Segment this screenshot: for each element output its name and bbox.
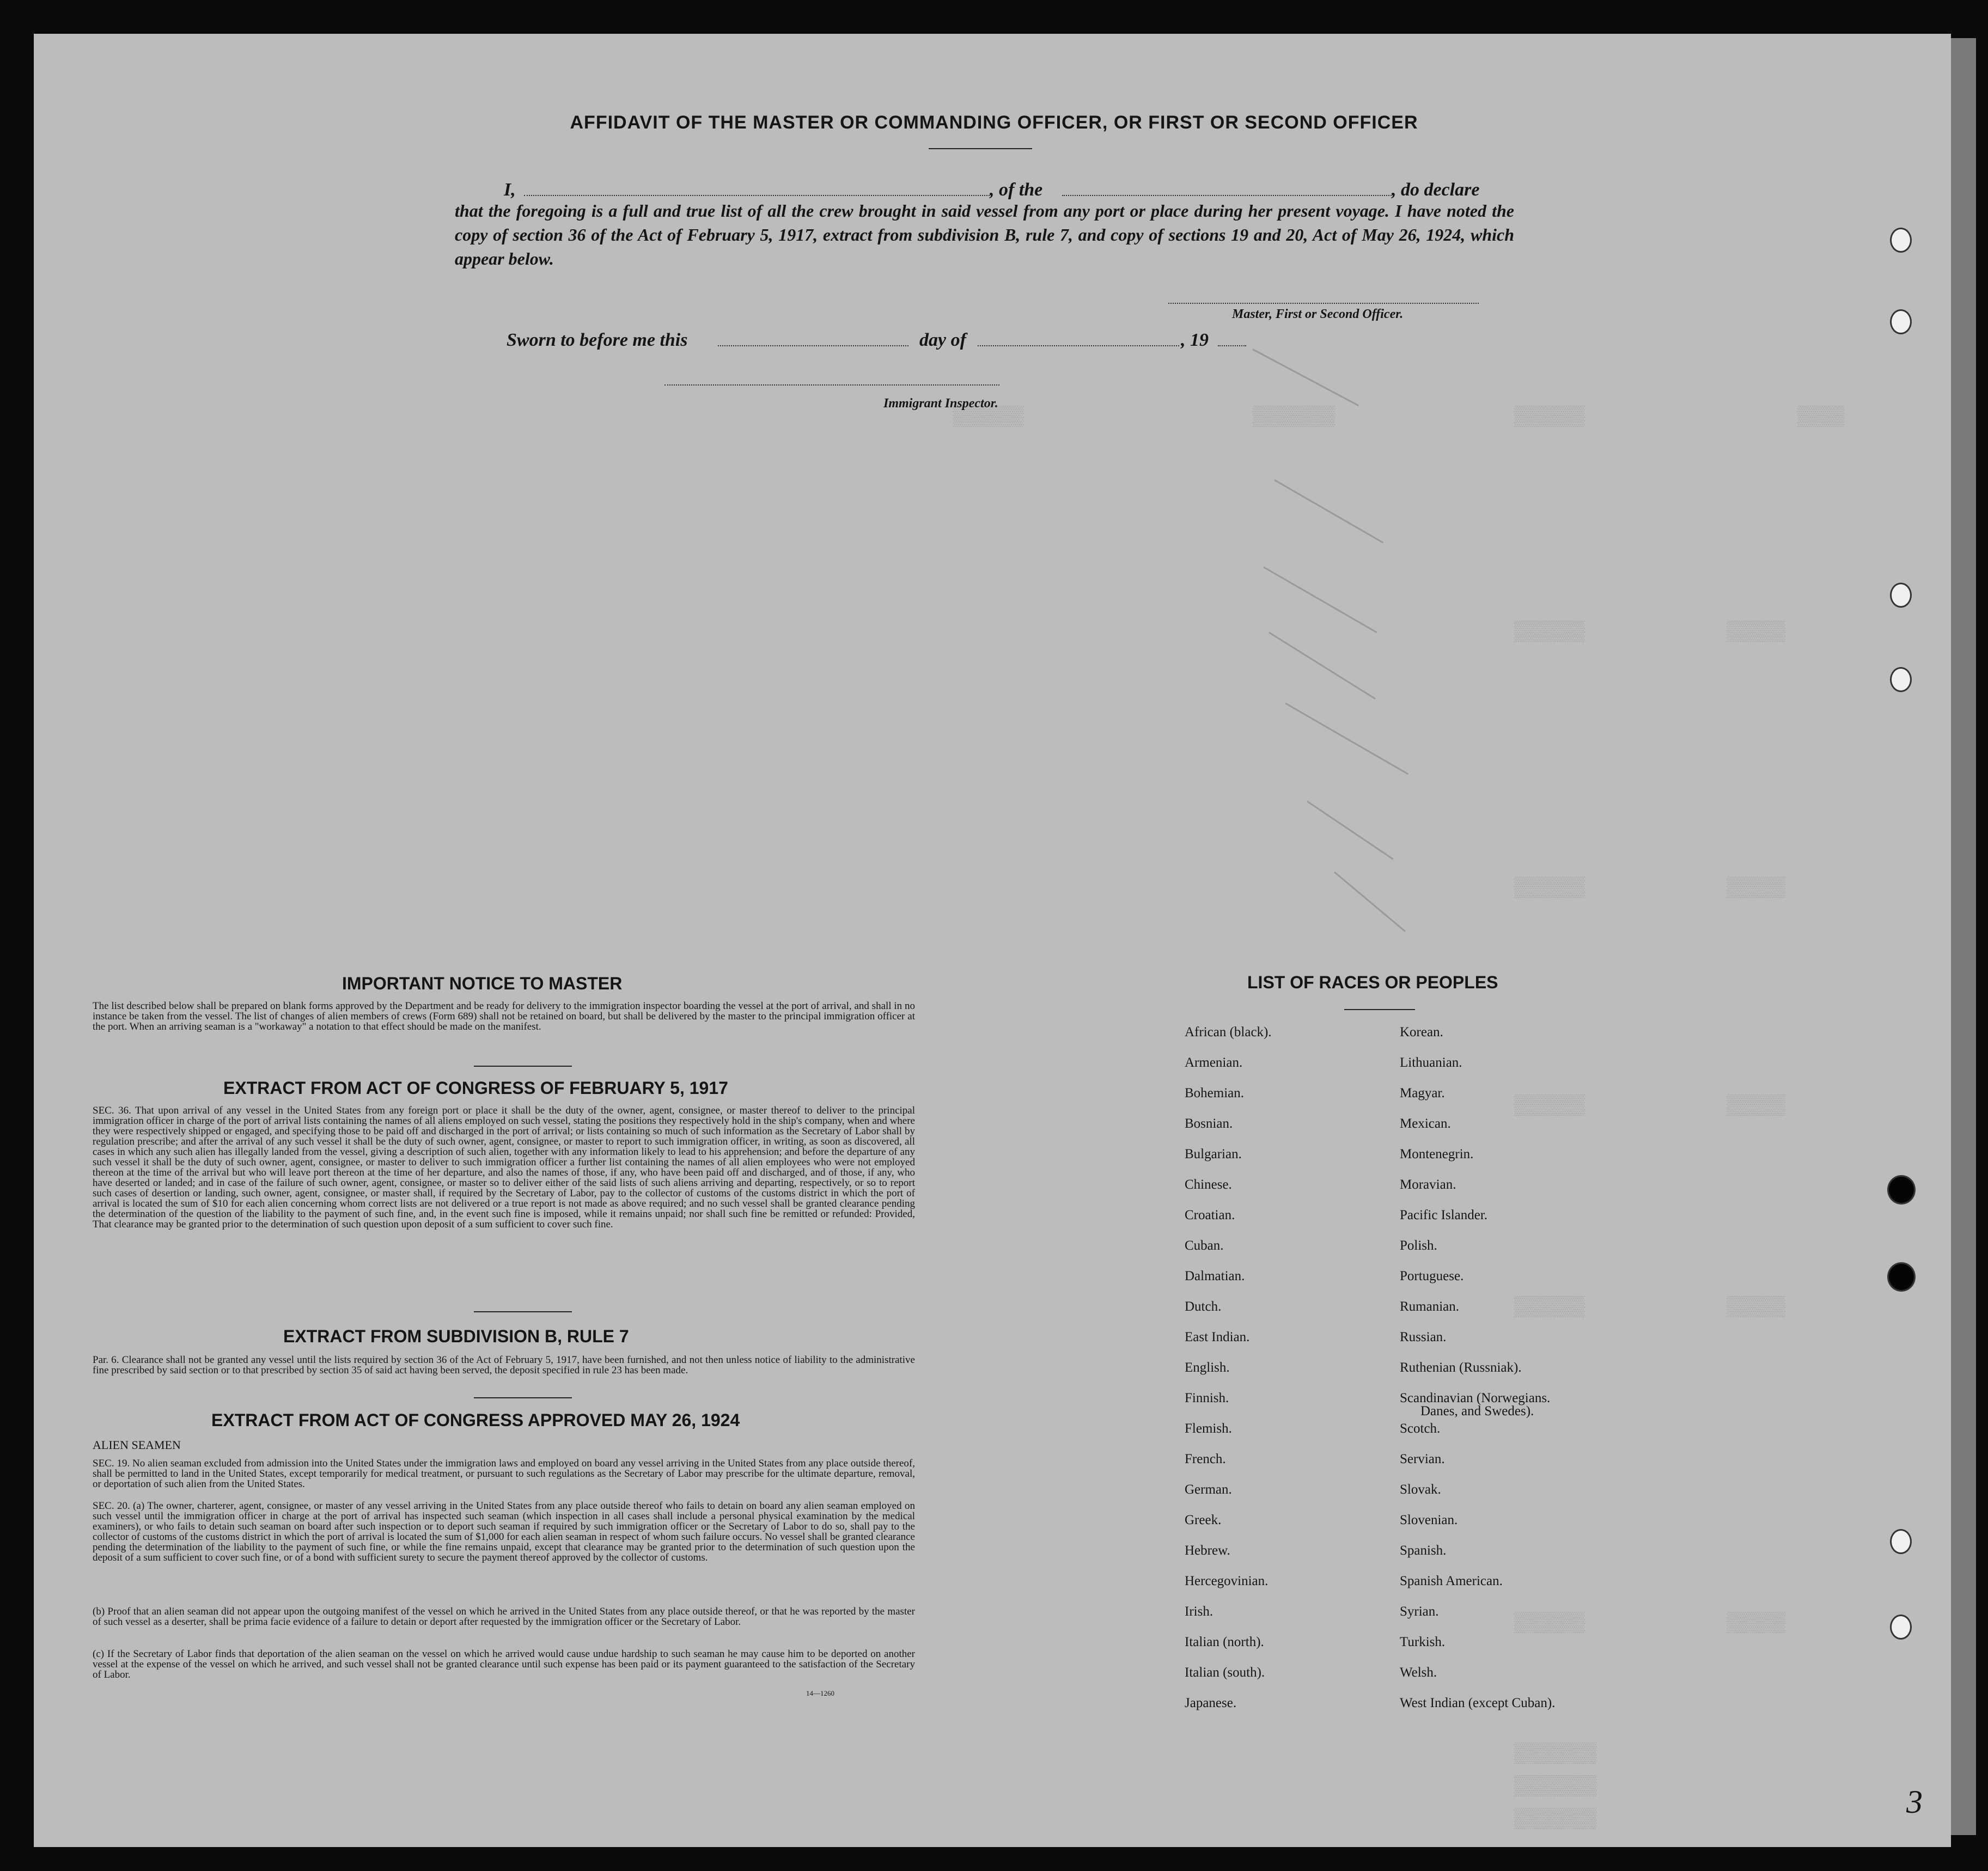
race-item: Bulgarian. (1185, 1147, 1242, 1161)
vessel-field[interactable] (1062, 195, 1392, 196)
race-item: Bosnian. (1185, 1116, 1233, 1131)
master-signature-label: Master, First or Second Officer. (1232, 307, 1404, 321)
sec-20c-body: (c) If the Secretary of Labor finds that deportation of the alien seaman on the vessel on which he arrived would cause undue hardship to such seaman he may cause him to be deported on another vessel at the expense of the vessel on which he arrived, and such vessel shall not be granted clearance until such expense has been paid or its payment guaranteed to the satisfaction of the Secretary of Labor. (93, 1648, 915, 1680)
notice-title: IMPORTANT NOTICE TO MASTER (342, 974, 623, 993)
year-label: , 19 (1181, 330, 1209, 350)
race-item: Rumanian. (1400, 1299, 1460, 1314)
race-item: Hebrew. (1185, 1543, 1230, 1558)
race-item: Servian. (1400, 1452, 1445, 1466)
races-left-column (1185, 1025, 1272, 1726)
race-item: Mexican. (1400, 1116, 1451, 1131)
section-divider (474, 1066, 572, 1067)
extract-1924-title: EXTRACT FROM ACT OF CONGRESS APPROVED MAY 26, 1924 (211, 1410, 740, 1430)
race-item: Spanish American. (1400, 1574, 1503, 1588)
race-item: Polish. (1400, 1238, 1437, 1253)
race-item: African (black). (1185, 1025, 1272, 1040)
inspector-label: Immigrant Inspector. (883, 396, 998, 411)
race-item: Irish. (1185, 1604, 1213, 1619)
punch-hole (1890, 667, 1912, 692)
handwritten-page-number: 3 (1906, 1784, 1923, 1820)
race-item-continuation: Danes, and Swedes). (1420, 1404, 1534, 1418)
races-title: LIST OF RACES OR PEOPLES (1247, 973, 1498, 992)
race-item: Ruthenian (Russniak). (1400, 1360, 1522, 1375)
races-right-column (1400, 1025, 1555, 1726)
race-item: Scandinavian (Norwegians. Danes, and Swedes). (1400, 1391, 1551, 1418)
race-item: East Indian. (1185, 1330, 1250, 1344)
race-item: Magyar. (1400, 1086, 1445, 1100)
underlying-page-edge (1951, 38, 1976, 1835)
day-of-label: day of (919, 330, 966, 350)
sec-20b-body: (b) Proof that an alien seaman did not appear upon the outgoing manifest of the vessel on which he arrived in the United States from any place outside thereof, or that he was reported by the master of such vessel as a deserter, shall be prima facie evidence of a failure to detain or deport after requested by the immigration officer or the Secretary of Labor. (93, 1606, 915, 1628)
document-sheet (34, 34, 1951, 1847)
race-item: Dalmatian. (1185, 1269, 1245, 1283)
race-item: German. (1185, 1482, 1232, 1497)
form-number: 14—1260 (806, 1689, 834, 1697)
extract-1917-title: EXTRACT FROM ACT OF CONGRESS OF FEBRUARY 5, 1917 (223, 1078, 728, 1098)
title-divider (929, 148, 1032, 149)
race-item: French. (1185, 1452, 1226, 1466)
race-item: Italian (north). (1185, 1635, 1264, 1649)
section-divider (474, 1397, 572, 1398)
extract-rule7-body: Par. 6. Clearance shall not be granted any vessel until the lists required by section 36 of the Act of February 5, 1917, have been furnished, and not then unless notice of liability to the administrative fine prescribed by said section or to that prescribed by section 35 of said act having been served, the deposit specified in rule 23 has been made. (93, 1354, 915, 1376)
race-item: Montenegrin. (1400, 1147, 1474, 1161)
race-item: Spanish. (1400, 1543, 1447, 1558)
race-item: Moravian. (1400, 1177, 1456, 1192)
race-item: Portuguese. (1400, 1269, 1464, 1283)
race-item: Cuban. (1185, 1238, 1224, 1253)
race-item: Turkish. (1400, 1635, 1446, 1649)
extract-1917-body: SEC. 36. That upon arrival of any vessel in the United States from any foreign port or place it shall be the duty of the owner, agent, consignee, or master thereof to deliver to the principal immigration officer in charge of the port of arrival lists containing the names of all aliens employed on such vessel, stating the positions they respectively hold in the ship's company, when and where they were respectively shipped or engaged, and specifying those to be paid off and discharged in the port of arrival; or lists containing so much of such information as the Secretary of Labor shall by regulation prescribe; and after the arrival of any such vessel it shall be the duty of such owner, agent, consignee, or master to report to such immigration officer, in writing, as soon as discovered, all cases in which any such alien has illegally landed from the vessel, giving a description of such alien, together with any information likely to lead to his apprehension; and before the departure of any such vessel it shall be the duty of such owner, agent, consignee, or master to deliver to such immigration officer a further list containing the names of all alien employees who were not employed thereon at the time of the arrival but who will leave port thereon at the time of her departure, and also the names of those, if any, who have been paid off and discharged, and of those, if any, who have deserted or landed; and in case of the failure of such owner, agent, consignee, or master so to deliver either of the said lists of such aliens arriving and departing, respectively, or so to report such cases of desertion or landing, such owner, agent, consignee, or master shall, if required by the Secretary of Labor, pay to the collector of customs of the customs district in which the port of arrival is located the sum of $10 for each alien concerning whom correct lists are not delivered or a true report is not made as above required; and no such vessel shall be granted clearance pending the determination of the question of the liability to the payment of such fine, and, in the event such fine is imposed, while it remains unpaid; nor shall such fine be remitted or refunded: Provided, That clearance may be granted prior to the determination of such question upon deposit of a sum sufficient to cover such fine. (93, 1105, 915, 1230)
of-the-label: , of the (990, 180, 1043, 200)
race-item: Dutch. (1185, 1299, 1222, 1314)
race-item: Pacific Islander. (1400, 1208, 1488, 1222)
extract-rule7-title: EXTRACT FROM SUBDIVISION B, RULE 7 (283, 1326, 629, 1346)
punch-hole (1890, 583, 1912, 608)
sworn-day-field[interactable] (718, 345, 908, 346)
inspector-signature-field[interactable] (664, 384, 999, 386)
race-item: Lithuanian. (1400, 1055, 1462, 1070)
affidavit-title: AFFIDAVIT OF THE MASTER OR COMMANDING OFFICER, OR FIRST OR SECOND OFFICER (570, 112, 1418, 133)
sworn-year-field[interactable] (1218, 345, 1246, 346)
punch-hole (1890, 228, 1912, 253)
alien-seamen-subtitle: ALIEN SEAMEN (93, 1438, 181, 1452)
race-item: Korean. (1400, 1025, 1443, 1040)
race-item: Scotch. (1400, 1421, 1441, 1436)
do-declare-label: , do declare (1392, 180, 1480, 200)
race-item: Bohemian. (1185, 1086, 1245, 1100)
affidavit-declaration: that the foregoing is a full and true list of all the crew brought in said vessel from any port or place during her present voyage. I have noted the copy of section 36 of the Act of February 5, 1917, extract from subdivision B, rule 7, and copy of sections 19 and 20, Act of May 26, 1924, which appear below. (455, 201, 1514, 268)
race-item: Hercegovinian. (1185, 1574, 1269, 1588)
race-item: Syrian. (1400, 1604, 1439, 1619)
sec-19-body: SEC. 19. No alien seaman excluded from admission into the United States under the immigration laws and employed on board any vessel arriving in the United States from any place outside thereof, shall be permitted to land in the United States, except temporarily for medical treatment, or pursuant to such regulations as the Secretary of Labor may prescribe for the ultimate departure, removal, or deportation of such alien from the United States. (93, 1458, 915, 1490)
race-item: Slovenian. (1400, 1513, 1458, 1527)
name-field[interactable] (524, 195, 990, 196)
race-item: Chinese. (1185, 1177, 1232, 1192)
punch-hole (1887, 1175, 1916, 1204)
punch-hole (1890, 309, 1912, 334)
race-item: West Indian (except Cuban). (1400, 1696, 1556, 1710)
race-item: Japanese. (1185, 1696, 1237, 1710)
notice-body: The list described below shall be prepared on blank forms approved by the Department and be ready for delivery to the immigration inspector boarding the vessel at the port of arrival, and shall in no instance be taken from the vessel. The list of changes of alien members of crews (Form 689) shall not be retained on board, but shall be delivered by the master to the principal immigration officer at the port. When an arriving seaman is a "workaway" a notation to that effect should be made on the manifest. (93, 1000, 915, 1032)
sec-20a-body: SEC. 20. (a) The owner, charterer, agent, consignee, or master of any vessel arriving in the United States from any place outside thereof who fails to detain on board any alien seaman employed on such vessel until the immigration officer in charge at the port of arrival has inspected such seaman (which inspection in all cases shall include a personal physical examination by the medical examiners), or who fails to detain such seaman on board after such inspection or to deport such seaman if required by such immigration officer or the Secretary of Labor to do so, shall pay to the collector of customs of the customs district in which the port of arrival is located the sum of $1,000 for each alien seaman in respect of whom such failure occurs. No vessel shall be granted clearance pending the determination of the liability to the payment of such fine, or while the fine remains unpaid, except that clearance may be granted prior to the determination of such question upon the deposit of a sum sufficient to cover such fine, or of a bond with sufficient surety to secure the payment thereof approved by the collector of customs. (93, 1500, 915, 1563)
race-item: English. (1185, 1360, 1230, 1375)
race-item: Greek. (1185, 1513, 1222, 1527)
race-item: Slovak. (1400, 1482, 1441, 1497)
punch-hole (1887, 1262, 1916, 1292)
race-item: Croatian. (1185, 1208, 1235, 1222)
sworn-month-field[interactable] (978, 345, 1179, 346)
master-signature-field[interactable] (1168, 303, 1479, 304)
race-item: Finnish. (1185, 1391, 1229, 1405)
section-divider (474, 1311, 572, 1312)
race-item: Welsh. (1400, 1665, 1437, 1680)
punch-hole (1890, 1529, 1912, 1554)
i-label: I, (504, 180, 516, 200)
race-item: Russian. (1400, 1330, 1447, 1344)
race-item: Italian (south). (1185, 1665, 1265, 1680)
sworn-label: Sworn to before me this (507, 330, 688, 350)
races-divider (1344, 1009, 1415, 1010)
race-item: Armenian. (1185, 1055, 1243, 1070)
race-item: Flemish. (1185, 1421, 1232, 1436)
punch-hole (1890, 1615, 1912, 1640)
